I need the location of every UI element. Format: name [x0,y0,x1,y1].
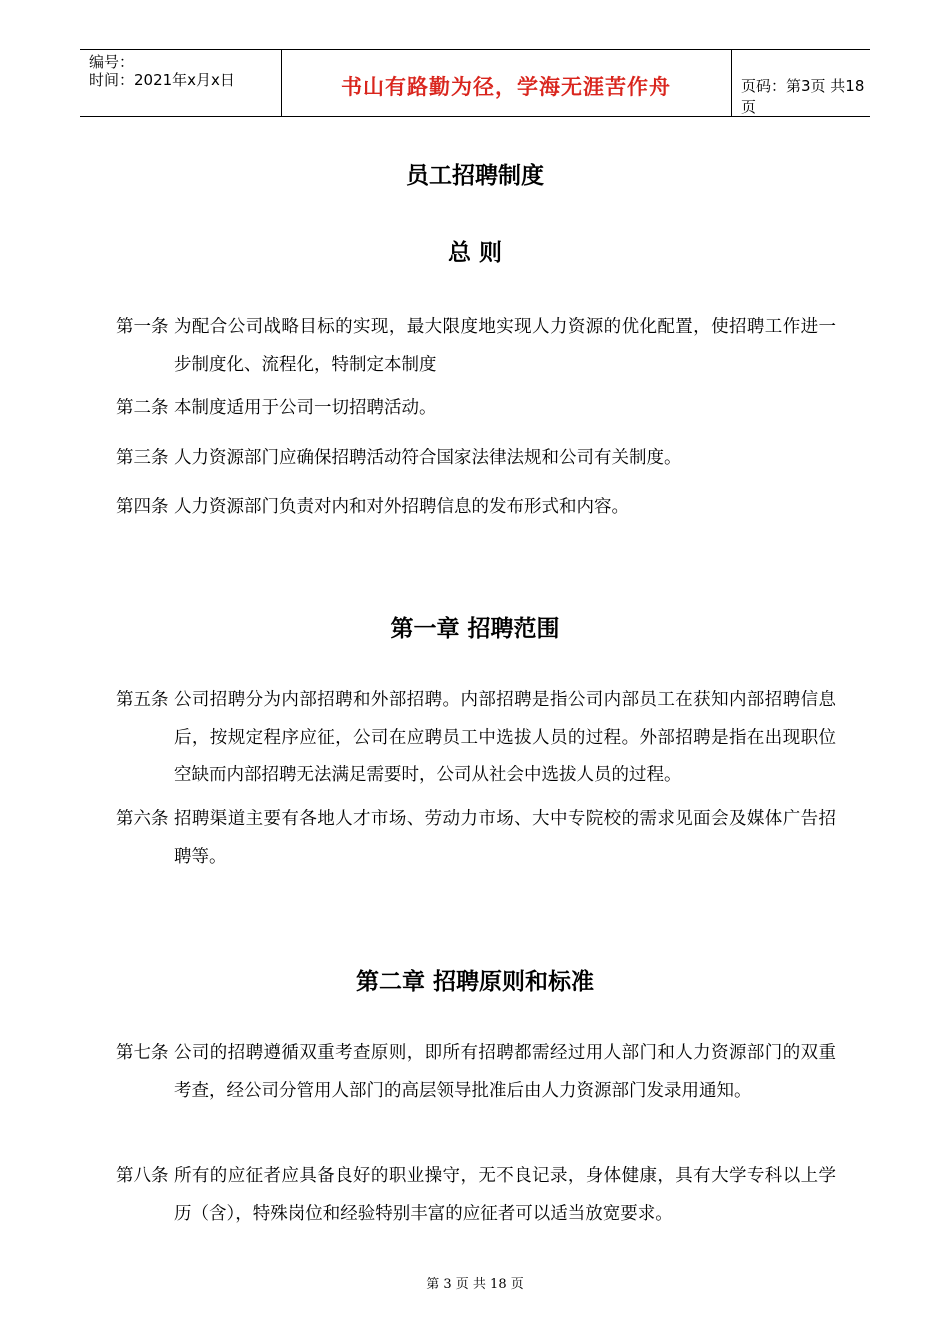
article-heading: 第五条 [116,690,169,710]
chapter-1-title: 第一章 招聘范围 [390,616,560,642]
chapter-2-title: 第二章 招聘原则和标准 [355,969,594,995]
document-title: 员工招聘制度 [406,163,544,189]
article-text: 公司的招聘遵循双重考查原则，即所有招聘都需经过用人部门和人力资源部门的双重考查，经公司分管用人部门的高层领导批准后由人力资源部门发录用通知。 [174,1043,836,1101]
article-text: 公司招聘分为内部招聘和外部招聘。内部招聘是指公司内部员工在获知内部招聘信息后，按规定程序应征，公司在应聘员工中选拔人员的过程。外部招聘是指在出现职位空缺而内部招聘无法满足需要时，公司从社会中选拔人员的过程。 [174,690,836,785]
article-text: 为配合公司战略目标的实现，最大限度地实现人力资源的优化配置，使招聘工作进一步制度化、流程化，特制定本制度 [174,317,836,375]
page-header [80,49,870,117]
header-motto-cell [281,50,732,116]
article-8 [116,1158,836,1233]
article-1 [116,309,836,384]
section-title-general: 总 则 [447,240,502,266]
article-heading: 第七条 [116,1043,169,1063]
article-text: 人力资源部门负责对内和对外招聘信息的发布形式和内容。 [174,497,629,517]
header-motto: 书山有路勤为径，学海无涯苦作舟 [341,74,671,99]
article-text: 招聘渠道主要有各地人才市场、劳动力市场、大中专院校的需求见面会及媒体广告招聘等。 [174,809,836,867]
article-6 [116,801,836,876]
article-text: 所有的应征者应具备良好的职业操守，无不良记录，身体健康，具有大学专科以上学历（含），特殊岗位和经验特别丰富的应征者可以适当放宽要求。 [174,1166,836,1224]
article-3 [116,440,836,478]
article-5 [116,682,836,795]
article-2 [116,390,836,428]
header-meta-cell [80,50,282,116]
document-time-label: 时间：2021年x月x日 [89,71,235,89]
article-heading: 第三条 [116,448,169,468]
article-heading: 第四条 [116,497,169,517]
article-text: 本制度适用于公司一切招聘活动。 [174,398,437,418]
article-heading: 第一条 [116,317,169,337]
header-page-code: 页码：第3页 共18页 [741,77,865,116]
article-heading: 第二条 [116,398,169,418]
article-4 [116,489,836,527]
article-7 [116,1035,836,1110]
article-heading: 第六条 [116,809,169,829]
page-footer: 第 3 页 共 18 页 [426,1277,524,1292]
document-number-label: 编号： [89,53,135,71]
article-text: 人力资源部门应确保招聘活动符合国家法律法规和公司有关制度。 [174,448,682,468]
header-page-cell [731,50,870,116]
article-heading: 第八条 [116,1166,169,1186]
